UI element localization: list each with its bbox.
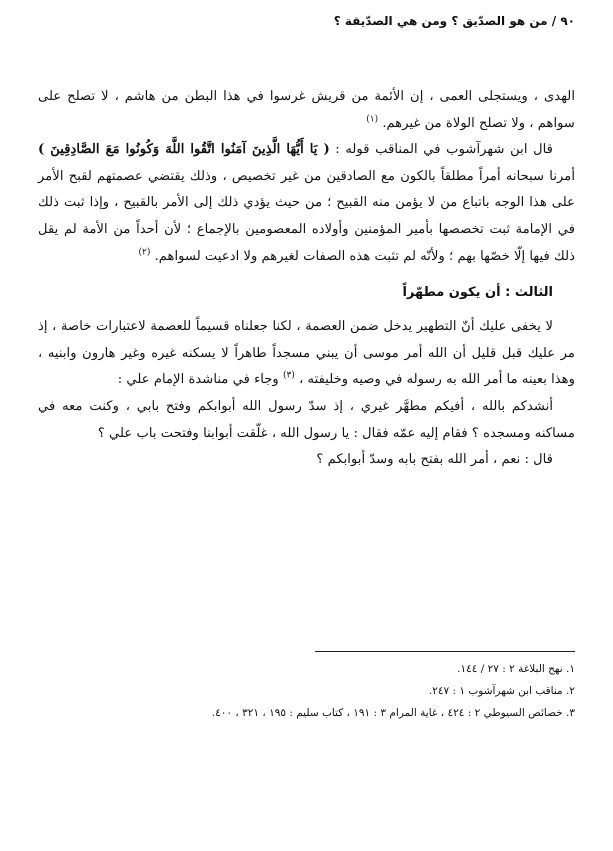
footnote-ref-3[interactable]: (٣) (283, 370, 295, 381)
paragraph-3: لا يخفى عليك أنّ التطهير يدخل ضمن العصمة ، لكنا جعلناه قسيماً للعصمة لاعتبارات خاصة ، إذ مر عليك قبل قليل أن الله أمر موسى أن يبني مسجداً طاهراً لا يسكنه غيره وغير هارون وابنيه ، وهذا بعينه ما أمر الله به رسوله في وصيه وخليفته ، $^{(٣)}$ وجاء في مناشدة الإمام علي : (38, 319, 575, 388)
footnote-1: ١. نهج البلاغة ٢ : ٢٧ / ١٤٤. (457, 663, 575, 675)
footnote-2: ٢. مناقب ابن شهرآشوب ١ : ٢٤٧. (428, 685, 575, 697)
footnote-3: ٣. خصائص السيوطي ٢ : ٤٢٤ ، غاية المرام ٣ : ١٩١ ، كتاب سليم : ١٩٥ ، ٣٢١ ، ٤٠٠. (211, 707, 575, 719)
paragraph-2: قال ابن شهرآشوب في المناقب قوله : ( يَا أَيُّهَا الَّذِينَ آمَنُوا اتَّقُوا اللَّهَ وَكُونُوا مَعَ الصَّادِقِينَ ) أمرنا سبحانه أمراً مطلقاً بالكون مع الصادقين من غير تخصيص ، وذلك يقتضي عصمتهم لقبح الأمر على هذا الوجه باتباع من لا يؤمن منه القبيح ؛ من حيث يؤدي ذلك إلى الأمر بالقبيح ، وإذا ثبت ذلك في الإمامة ثبت تخصصها بأمير المؤمنين وأولاده المعصومين بالإجماع ؛ لأن أحداً من الأمة لم يقل ذلك فيها إلّا خصّها بهم ؛ ولأنّه لم تثبت هذه الصفات لغيرهم ولا ادعيت لسواهم. $^{(٢)}$ (38, 142, 575, 264)
header-separator: / (547, 14, 557, 28)
paragraph-1: الهدى ، ويستجلى العمى ، إن الأئمة من قريش غرسوا في هذا البطن من هاشم ، لا تصلح على سواهم ، ولا تصلح الولاة من غيرهم. $^{(١)}$ (38, 89, 575, 131)
page-header (38, 14, 575, 28)
footnote-ref-1[interactable]: (١) (366, 114, 379, 125)
page-number: ٩٠ (560, 14, 575, 28)
footnote-ref-2[interactable]: (٢) (138, 247, 151, 258)
footnotes (38, 658, 575, 724)
section-heading: الثالث : أن يكون مطهّراً (402, 285, 553, 301)
paragraph-5: قال : نعم ، أمر الله بفتح بابه وسدّ أبوابكم ؟ (316, 452, 553, 468)
body-text (38, 84, 575, 474)
footnote-separator (315, 651, 575, 652)
running-title: من هو الصدّيق ؟ ومن هي الصدّيقة ؟ (333, 14, 548, 28)
paragraph-4: أنشدكم بالله ، أفيكم مطهَّر غيري ، إذ سدّ رسول الله أبوابكم وفتح بابي ، وكنت معه في مساكنه ومسجده ؟ فقام إليه عمّه فقال : يا رسول الله ، غلّقت أبوابنا وفتحت باب علي ؟ (38, 398, 575, 441)
quran-verse: ( يَا أَيُّهَا الَّذِينَ آمَنُوا اتَّقُوا اللَّهَ وَكُونُوا مَعَ الصَّادِقِينَ ) (38, 142, 330, 158)
